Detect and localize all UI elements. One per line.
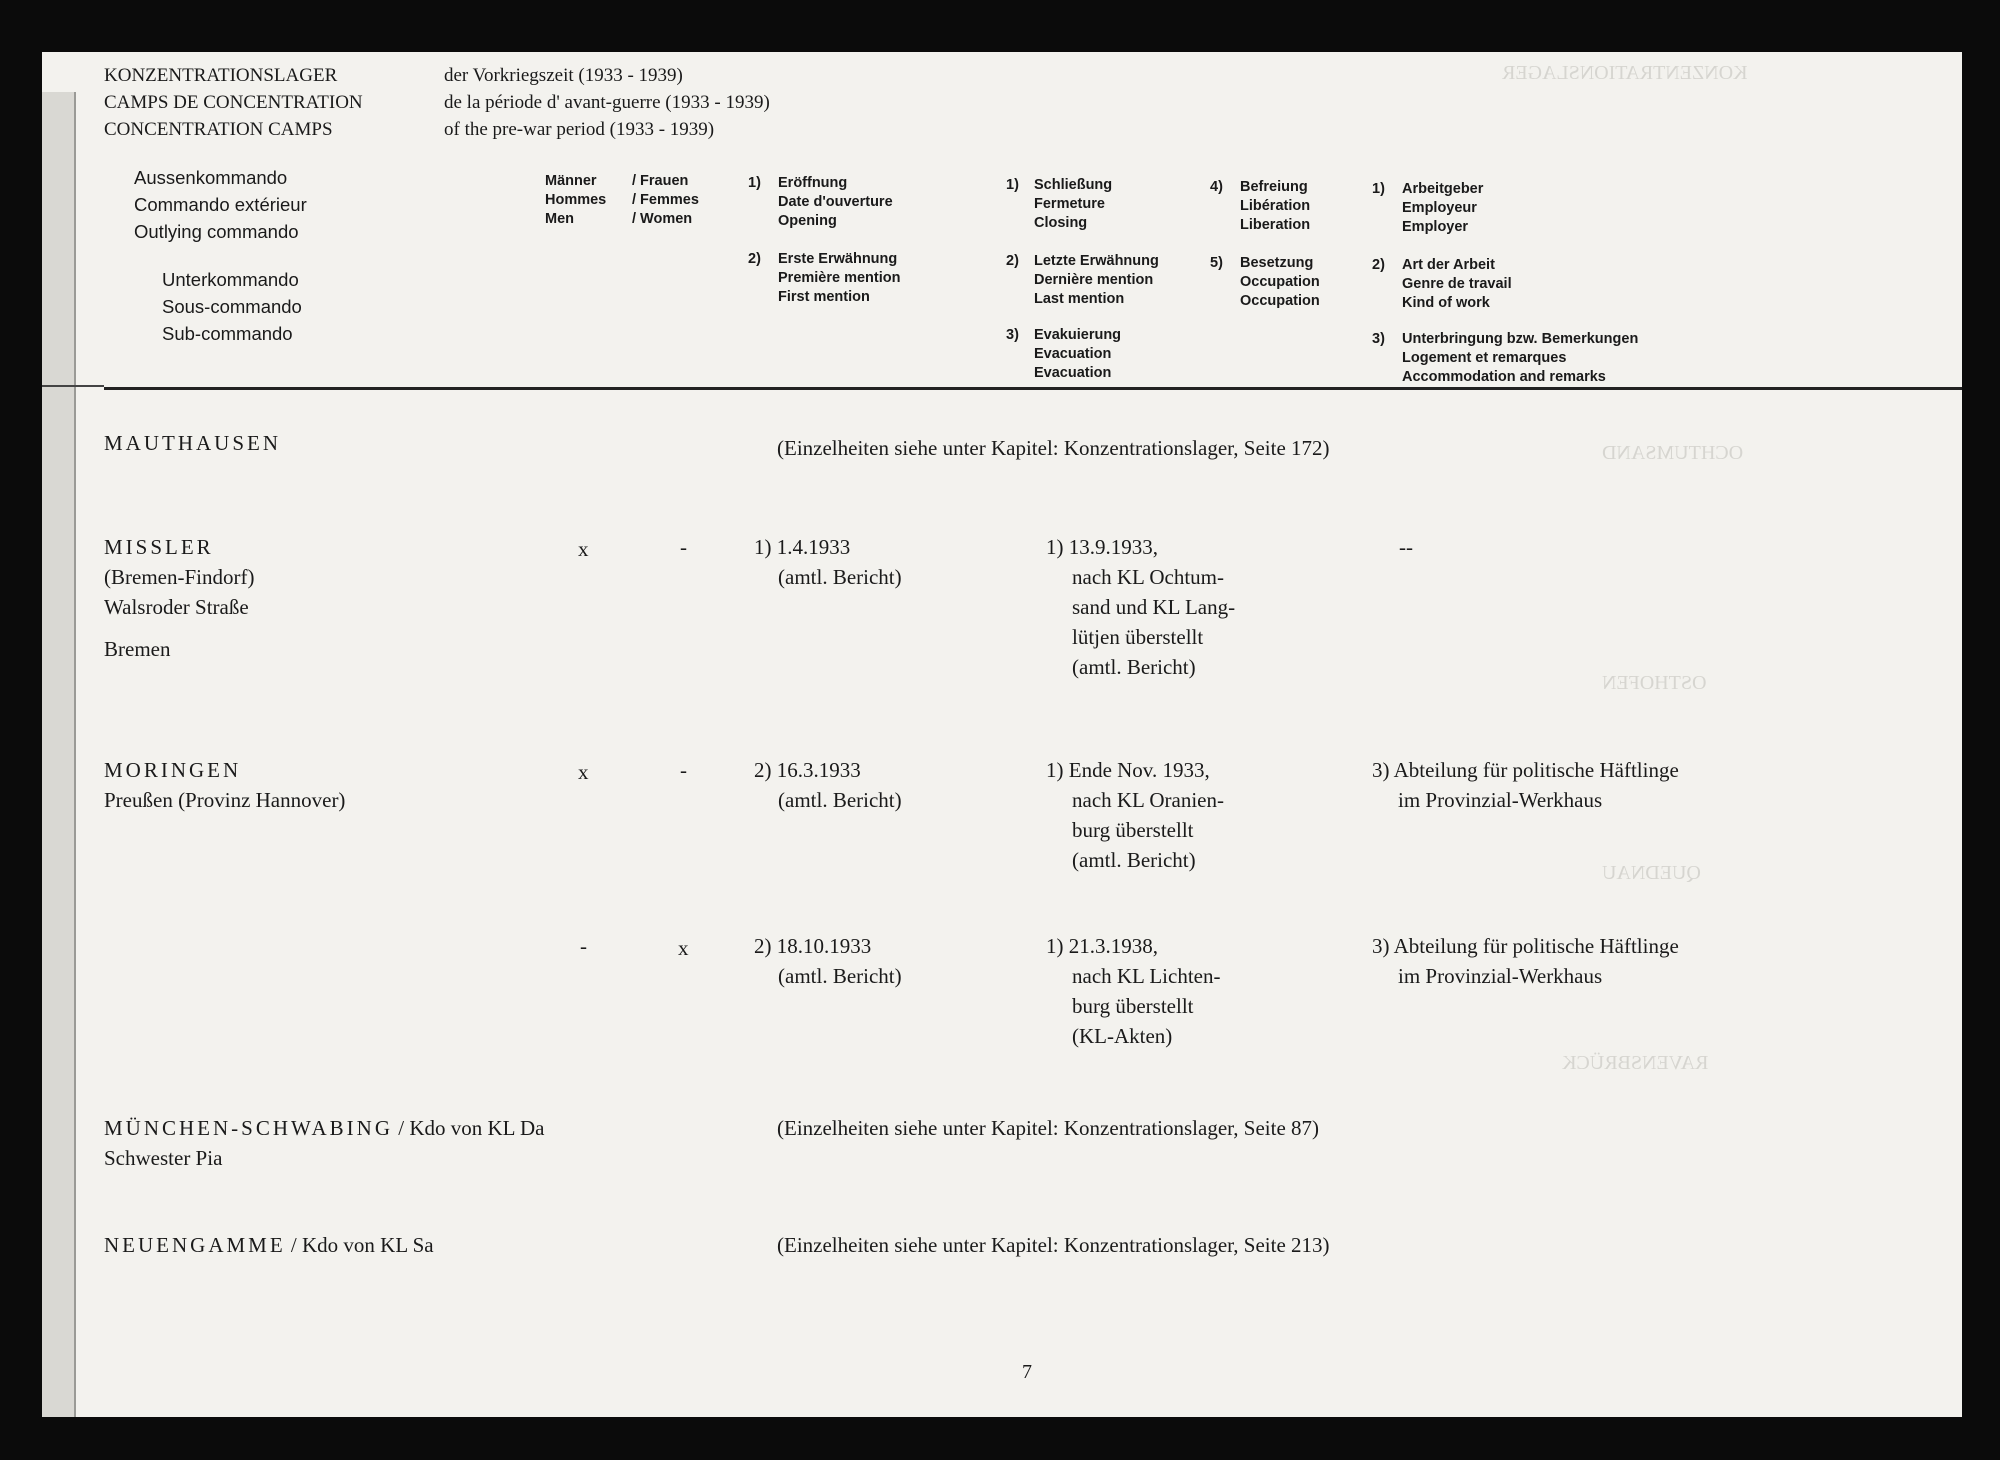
opening-line: 2) 18.10.1933 — [754, 934, 872, 958]
header-col2-item — [1006, 176, 1112, 233]
item-line: Date d'ouverture — [778, 194, 893, 210]
closing-line: burg überstellt — [1072, 818, 1194, 842]
show-through-decoration: OCHTUMSAND — [1602, 442, 1744, 464]
opening-line: 1) 1.4.1933 — [754, 535, 851, 559]
show-through-decoration: QUEDNAU — [1602, 862, 1701, 884]
period-line: of the pre-war period (1933 - 1939) — [444, 119, 715, 140]
closing-line: nach KL Ochtum- — [1072, 565, 1225, 589]
men-mark: - — [580, 934, 587, 958]
item-line: Dernière mention — [1034, 272, 1154, 288]
location-line: (Bremen-Findorf) — [104, 565, 255, 589]
gender-men-label — [545, 172, 606, 229]
item-line: Première mention — [778, 270, 901, 286]
item-line: Opening — [778, 213, 837, 229]
item-number: 1) — [748, 175, 761, 191]
remarks — [1372, 755, 1679, 815]
entry-location — [104, 755, 345, 815]
remarks-line: 3) Abteilung für politische Häftlinge — [1372, 934, 1679, 958]
item-line: Evacuation — [1034, 365, 1112, 381]
header-col4-item — [1372, 256, 1512, 313]
women-line: / Women — [632, 211, 693, 227]
closing-info — [1046, 532, 1235, 682]
item-line: First mention — [778, 289, 870, 305]
men-mark: x — [578, 537, 589, 561]
item-line: Eröffnung — [778, 175, 848, 191]
item-line: Befreiung — [1240, 179, 1308, 195]
header-col3-item — [1210, 254, 1320, 311]
item-line: Occupation — [1240, 293, 1320, 309]
period-line: de la période d' avant-guerre (1933 - 1939) — [444, 92, 770, 113]
page-number: 7 — [1022, 1361, 1032, 1383]
closing-line: 1) 21.3.1938, — [1046, 934, 1158, 958]
header-period — [444, 62, 770, 143]
header-col4-item — [1372, 330, 1638, 387]
closing-info — [1046, 931, 1221, 1051]
closing-line: (amtl. Bericht) — [1072, 655, 1196, 679]
item-line: Kind of work — [1402, 295, 1490, 311]
item-line: Evakuierung — [1034, 327, 1122, 343]
aussen-line: Aussenkommando — [134, 167, 288, 188]
opening-date — [754, 532, 902, 592]
item-number: 5) — [1210, 255, 1223, 271]
entry-name: MAUTHAUSEN — [104, 431, 281, 455]
closing-info — [1046, 755, 1224, 875]
entry-reference-note: (Einzelheiten siehe unter Kapitel: Konzentrationslager, Seite 213) — [777, 1233, 1330, 1257]
opening-source: (amtl. Bericht) — [778, 964, 902, 988]
entry-location — [104, 1113, 544, 1173]
entry-name: MORINGEN — [104, 758, 242, 782]
unter-line: Unterkommando — [162, 269, 299, 290]
aussen-line: Outlying commando — [134, 221, 299, 242]
remarks-dash: -- — [1399, 535, 1413, 559]
entry-reference-note: (Einzelheiten siehe unter Kapitel: Konzentrationslager, Seite 87) — [777, 1116, 1320, 1140]
entry-location — [104, 1230, 434, 1260]
women-line: / Frauen — [632, 173, 689, 189]
unter-line: Sub-commando — [162, 323, 293, 344]
header-col2-item — [1006, 326, 1121, 383]
item-line: Accommodation and remarks — [1402, 369, 1606, 385]
header-divider — [104, 387, 1962, 390]
remarks — [1372, 931, 1679, 991]
men-line: Männer — [545, 173, 597, 189]
remarks-line: im Provinzial-Werkhaus — [1398, 788, 1603, 812]
entry-city: Bremen — [104, 637, 171, 661]
entry-name: MÜNCHEN-SCHWABING — [104, 1116, 394, 1140]
header-col3-item — [1210, 178, 1310, 235]
show-through-decoration: RAVENSBRÜCK — [1562, 1052, 1709, 1074]
item-line: Last mention — [1034, 291, 1125, 307]
entry-name: MISSLER — [104, 535, 214, 559]
entry-kommando-suffix: / Kdo von KL Da — [393, 1116, 545, 1140]
header-col4-item — [1372, 180, 1483, 237]
item-line: Logement et remarques — [1402, 350, 1567, 366]
item-number: 2) — [748, 251, 761, 267]
book-spine — [42, 92, 76, 1417]
item-line: Arbeitgeber — [1402, 181, 1484, 197]
period-line: der Vorkriegszeit (1933 - 1939) — [444, 65, 683, 86]
closing-line: nach KL Lichten- — [1072, 964, 1221, 988]
closing-line: (amtl. Bericht) — [1072, 848, 1196, 872]
location-line: Schwester Pia — [104, 1146, 223, 1170]
header-col2-item — [1006, 252, 1159, 309]
item-line: Employer — [1402, 219, 1469, 235]
entry-name: NEUENGAMME — [104, 1233, 286, 1257]
location-line: Walsroder Straße — [104, 595, 249, 619]
unter-line: Sous-commando — [162, 296, 302, 317]
item-line: Besetzung — [1240, 255, 1314, 271]
item-number: 2) — [1372, 257, 1385, 273]
show-through-decoration: OSTHOFEN — [1602, 672, 1707, 694]
opening-source: (amtl. Bericht) — [778, 788, 902, 812]
closing-line: (KL-Akten) — [1072, 1024, 1173, 1048]
remarks-line: 3) Abteilung für politische Häftlinge — [1372, 758, 1679, 782]
header-col1-item — [748, 250, 901, 307]
show-through-decoration: KONZENTRATIONSLAGER — [1502, 62, 1748, 84]
item-line: Schließung — [1034, 177, 1113, 193]
aussenkommando-label — [134, 164, 307, 245]
item-line: Closing — [1034, 215, 1088, 231]
men-line: Men — [545, 211, 574, 227]
women-line: / Femmes — [632, 192, 699, 208]
entry-kommando-suffix: / Kdo von KL Sa — [285, 1233, 434, 1257]
first-mention-date — [754, 931, 902, 991]
closing-line: lütjen überstellt — [1072, 625, 1204, 649]
remarks-line: im Provinzial-Werkhaus — [1398, 964, 1603, 988]
item-line: Letzte Erwähnung — [1034, 253, 1159, 269]
gender-women-label — [632, 172, 699, 229]
header-title — [104, 62, 363, 143]
item-line: Erste Erwähnung — [778, 251, 898, 267]
document-page — [42, 52, 1962, 1417]
item-line: Unterbringung bzw. Bemerkungen — [1402, 331, 1639, 347]
entry-location — [104, 532, 254, 622]
item-number: 3) — [1372, 331, 1385, 347]
aussen-line: Commando extérieur — [134, 194, 307, 215]
item-line: Libération — [1240, 198, 1311, 214]
title-line: CONCENTRATION CAMPS — [104, 119, 333, 140]
women-mark: - — [680, 758, 687, 782]
item-line: Fermeture — [1034, 196, 1105, 212]
item-line: Occupation — [1240, 274, 1320, 290]
item-number: 3) — [1006, 327, 1019, 343]
closing-line: 1) Ende Nov. 1933, — [1046, 758, 1210, 782]
item-number: 4) — [1210, 179, 1223, 195]
item-line: Genre de travail — [1402, 276, 1512, 292]
item-number: 2) — [1006, 253, 1019, 269]
men-line: Hommes — [545, 192, 607, 208]
closing-line: burg überstellt — [1072, 994, 1194, 1018]
spine-divider — [42, 385, 104, 387]
item-number: 1) — [1372, 181, 1385, 197]
men-mark: x — [578, 760, 589, 784]
title-line: CAMPS DE CONCENTRATION — [104, 92, 363, 113]
header-col1-item — [748, 174, 893, 231]
women-mark: x — [678, 936, 689, 960]
item-line: Evacuation — [1034, 346, 1112, 362]
closing-line: sand und KL Lang- — [1072, 595, 1236, 619]
opening-source: (amtl. Bericht) — [778, 565, 902, 589]
item-number: 1) — [1006, 177, 1019, 193]
entry-reference-note: (Einzelheiten siehe unter Kapitel: Konzentrationslager, Seite 172) — [777, 436, 1330, 460]
first-mention-date — [754, 755, 902, 815]
women-mark: - — [680, 535, 687, 559]
closing-line: 1) 13.9.1933, — [1046, 535, 1158, 559]
unterkommando-label — [162, 266, 302, 347]
item-line: Art der Arbeit — [1402, 257, 1495, 273]
location-line: Preußen (Provinz Hannover) — [104, 788, 346, 812]
item-line: Employeur — [1402, 200, 1477, 216]
item-line: Liberation — [1240, 217, 1311, 233]
closing-line: nach KL Oranien- — [1072, 788, 1224, 812]
opening-line: 2) 16.3.1933 — [754, 758, 861, 782]
title-line: KONZENTRATIONSLAGER — [104, 65, 338, 86]
